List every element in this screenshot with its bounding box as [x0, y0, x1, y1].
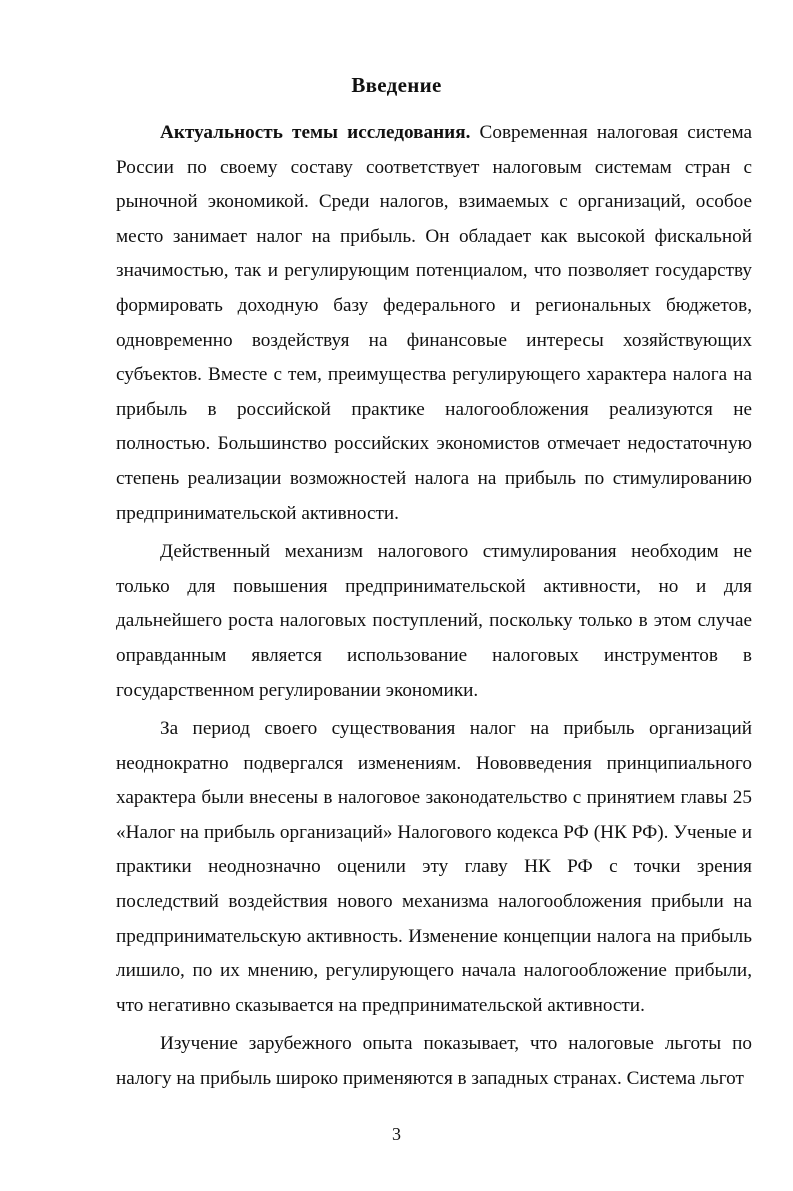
page-number: 3 — [392, 1124, 401, 1144]
paragraph-4: Изучение зарубежного опыта показывает, что налоговые льготы по налогу на прибыль широко применяются в западных странах. Система льгот — [116, 1033, 752, 1090]
page-title: Введение — [351, 73, 442, 97]
body-text — [116, 116, 752, 1101]
paragraph-1 — [116, 116, 752, 531]
paragraph-2: Действенный механизм налогового стимулирования необходим не только для повышения предпринимательской активности, но и для дальнейшего роста налоговых поступлений, поскольку только в этом случае оправданным является использование налоговых инструментов в государственном регулировании экономики. — [116, 541, 752, 701]
paragraph-3: За период своего существования налог на прибыль организаций неоднократно подвергался изменениям. Нововведения принципиального характера были внесены в налоговое законодательство с принятием главы 25 «Налог на прибыль организаций» Налогового кодекса РФ (НК РФ). Ученые и практики неоднозначно оценили эту главу НК РФ с точки зрения последствий воздействия нового механизма налогообложения прибыли на предпринимательскую активность. Изменение концепции налога на прибыль лишило, по их мнению, регулирующего начала налогообложение прибыли, что негативно сказывается на предпринимательской активности. — [116, 718, 752, 1016]
paragraph-lead: Актуальность темы исследования. — [160, 122, 471, 143]
paragraph-1-text: Современная налоговая система России по своему составу соответствует налоговым системам стран с рыночной экономикой. Среди налогов, взимаемых с организаций, особое место занимает налог на прибыль. Он обладает как высокой фискальной значимостью, так и регулирующим потенциалом, что позволяет государству формировать доходную базу федерального и региональных бюджетов, одновременно воздействуя на финансовые интересы хозяйствующих субъектов. Вместе с тем, преимущества регулирующего характера налога на прибыль в российской практике налогообложения реализуются не полностью. Большинство российских экономистов отмечает недостаточную степень реализации возможностей налога на прибыль по стимулированию предпринимательской активности. — [116, 122, 752, 524]
